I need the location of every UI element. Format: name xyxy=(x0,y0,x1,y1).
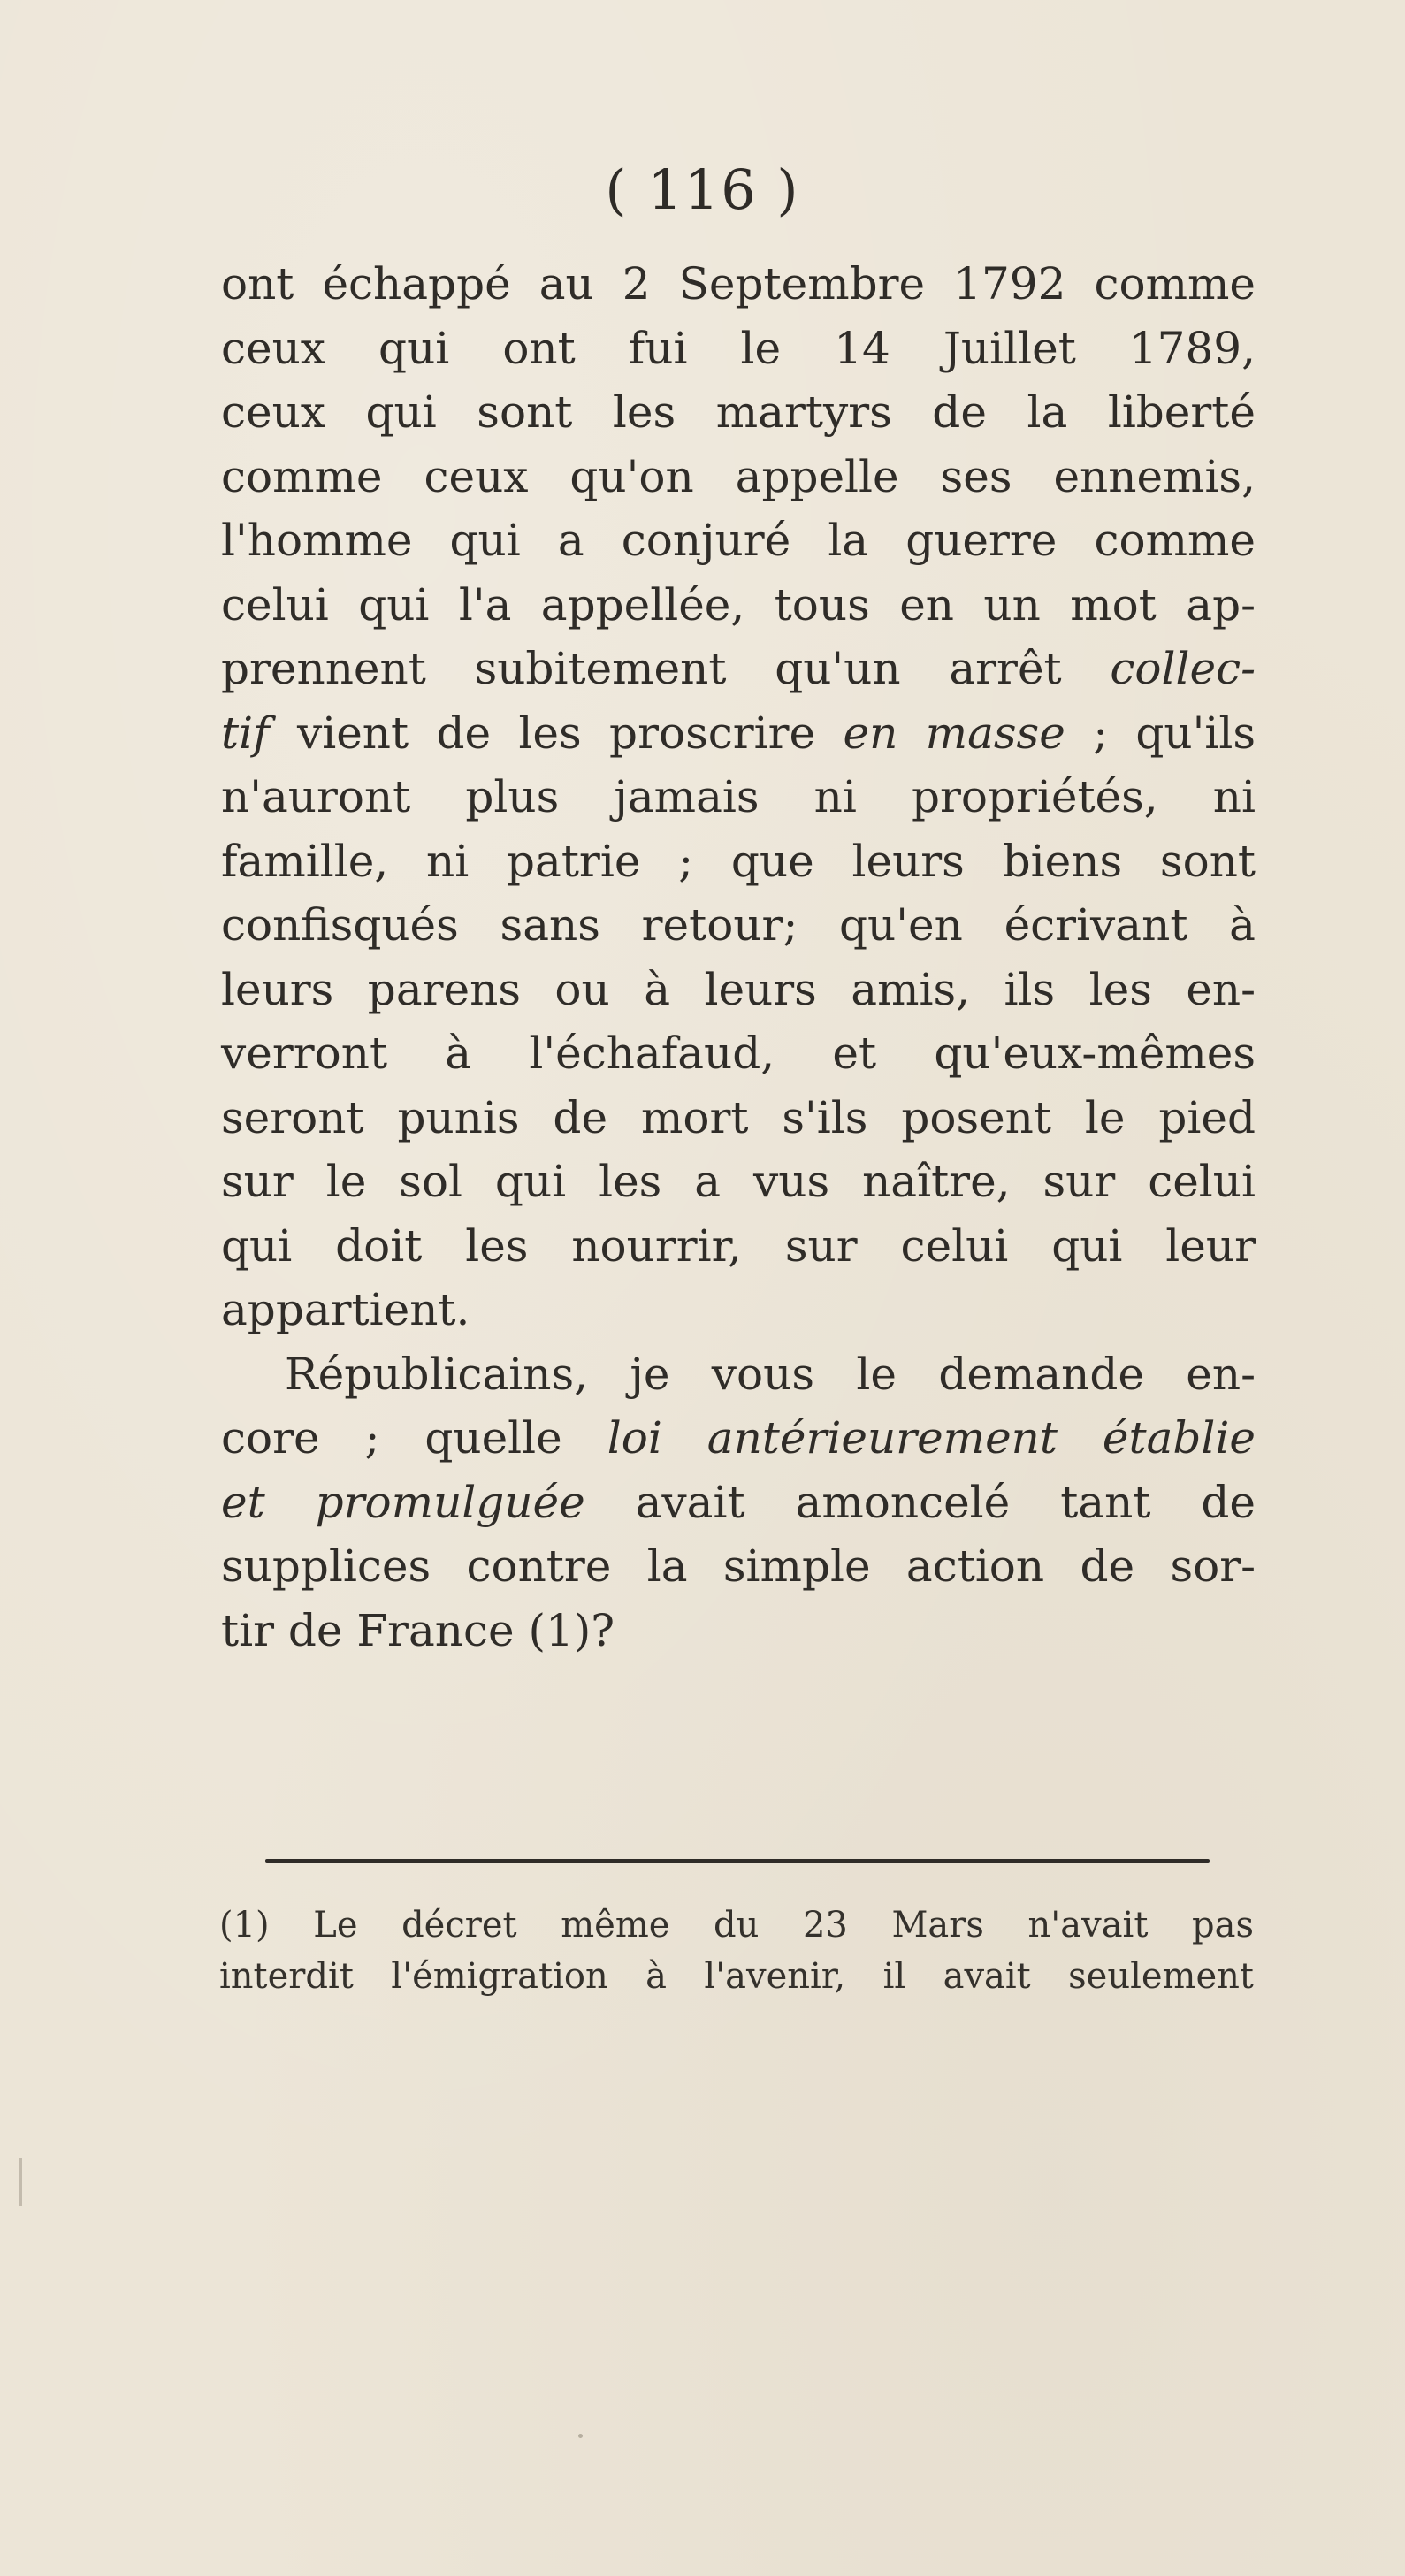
text-segment: ; qu'ils xyxy=(1065,707,1256,759)
text-line: comme ceux qu'on appelle ses ennemis, xyxy=(221,450,1256,502)
italic-segment: en masse xyxy=(843,707,1065,759)
text-line: l'homme qui a conjuré la guerre comme xyxy=(221,515,1256,566)
page-number: ( 116 ) xyxy=(605,157,800,222)
text-line: qui doit les nourrir, sur celui qui leur xyxy=(221,1219,1256,1272)
text-line: confisqués sans retour; qu'en écrivant à xyxy=(221,899,1256,951)
text-line xyxy=(221,1471,1256,1535)
text-line: tir de France (1)? xyxy=(221,1604,615,1656)
text-line xyxy=(221,701,1256,766)
footnote-divider xyxy=(265,1859,1210,1863)
text-line: verront à l'échafaud, et qu'eux-mêmes xyxy=(221,1028,1256,1079)
text-line: famille, ni patrie ; que leurs biens sont xyxy=(221,835,1256,887)
italic-segment: collec- xyxy=(1110,643,1256,694)
text-line xyxy=(221,637,1256,701)
text-segment: avait amoncelé tant de xyxy=(584,1476,1256,1528)
text-segment: prennent subitement qu'un arrêt xyxy=(221,643,1111,694)
text-segment: vient de les proscrire xyxy=(269,707,844,759)
text-line: seront punis de mort s'ils posent le pied xyxy=(221,1091,1256,1143)
text-line: n'auront plus jamais ni propriétés, ni xyxy=(221,771,1256,822)
main-text xyxy=(221,252,1256,1663)
italic-segment: loi antérieurement établie xyxy=(607,1412,1256,1464)
text-line: appartient. xyxy=(221,1284,470,1335)
text-line: leurs parens ou à leurs amis, ils les en- xyxy=(221,963,1256,1015)
text-line: Républicains, je vous le demande en- xyxy=(285,1348,1256,1400)
text-segment: core ; quelle xyxy=(221,1412,607,1464)
text-line: ceux qui sont les martyrs de la liberté xyxy=(221,386,1256,438)
italic-segment: tif xyxy=(221,707,270,759)
footnote xyxy=(219,1900,1254,2002)
text-line xyxy=(221,1406,1256,1471)
text-line: sur le sol qui les a vus naître, sur celui xyxy=(221,1156,1256,1207)
footnote-line: interdit l'émigration à l'avenir, il avait seulement xyxy=(219,1956,1254,1997)
text-line: ont échappé au 2 Septembre 1792 comme xyxy=(221,258,1256,310)
paper-speck xyxy=(578,2434,583,2438)
italic-segment: et promulguée xyxy=(221,1476,585,1528)
footnote-line: (1) Le décret même du 23 Mars n'avait pas xyxy=(219,1905,1254,1945)
paper-mark xyxy=(19,2158,22,2206)
text-line: supplices contre la simple action de sor- xyxy=(221,1540,1256,1592)
text-line: ceux qui ont fui le 14 Juillet 1789, xyxy=(221,322,1256,374)
text-line: celui qui l'a appellée, tous en un mot ap- xyxy=(221,578,1256,631)
